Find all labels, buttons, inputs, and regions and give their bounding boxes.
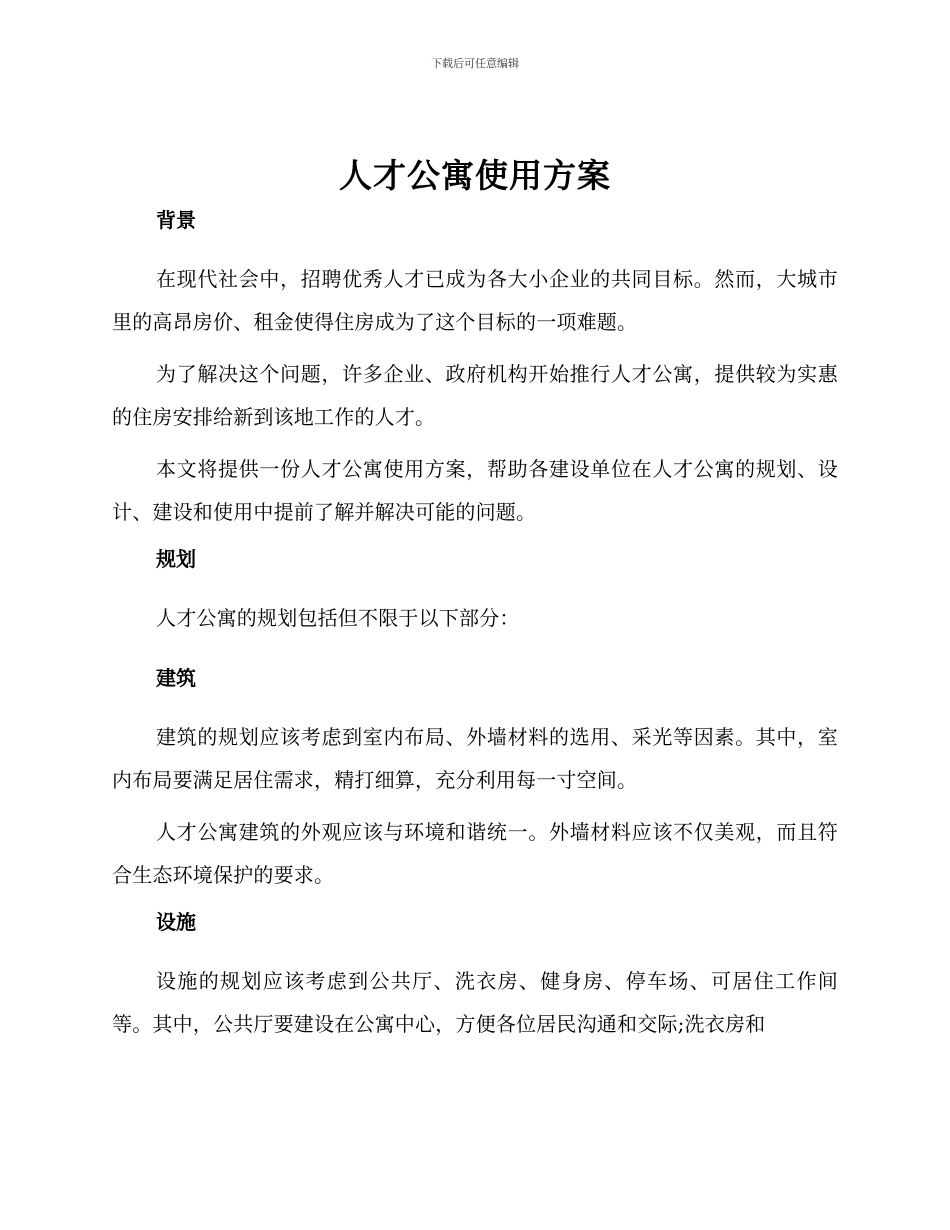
header-note: 下载后可任意编辑 [431,57,519,70]
document-title: 人才公寓使用方案 [339,156,611,195]
section-heading-planning: 规划 [156,547,196,571]
section-heading-building: 建筑 [156,666,196,690]
document-body [112,204,838,1055]
section-heading-facilities: 设施 [156,910,196,934]
paragraph: 为了解决这个问题，许多企业、政府机构开始推行人才公寓，提供较为实惠的住房安排给新到该地工作的人才。 [112,362,838,429]
paragraph: 在现代社会中，招聘优秀人才已成为各大小企业的共同目标。然而，大城市里的高昂房价、租金使得住房成为了这个目标的一项难题。 [112,267,838,334]
paragraph: 人才公寓的规划包括但不限于以下部分： [156,606,520,630]
paragraph: 人才公寓建筑的外观应该与环境和谐统一。外墙材料应该不仅美观，而且符合生态环境保护的要求。 [112,820,838,887]
section-heading-background: 背景 [156,208,196,232]
paragraph: 设施的规划应该考虑到公共厅、洗衣房、健身房、停车场、可居住工作间等。其中，公共厅要建设在公寓中心，方便各位居民沟通和交际;洗衣房和 [112,969,838,1036]
paragraph: 本文将提供一份人才公寓使用方案，帮助各建设单位在人才公寓的规划、设计、建设和使用中提前了解并解决可能的问题。 [112,457,838,524]
paragraph: 建筑的规划应该考虑到室内布局、外墙材料的选用、采光等因素。其中，室内布局要满足居住需求，精打细算，充分利用每一寸空间。 [112,725,838,792]
